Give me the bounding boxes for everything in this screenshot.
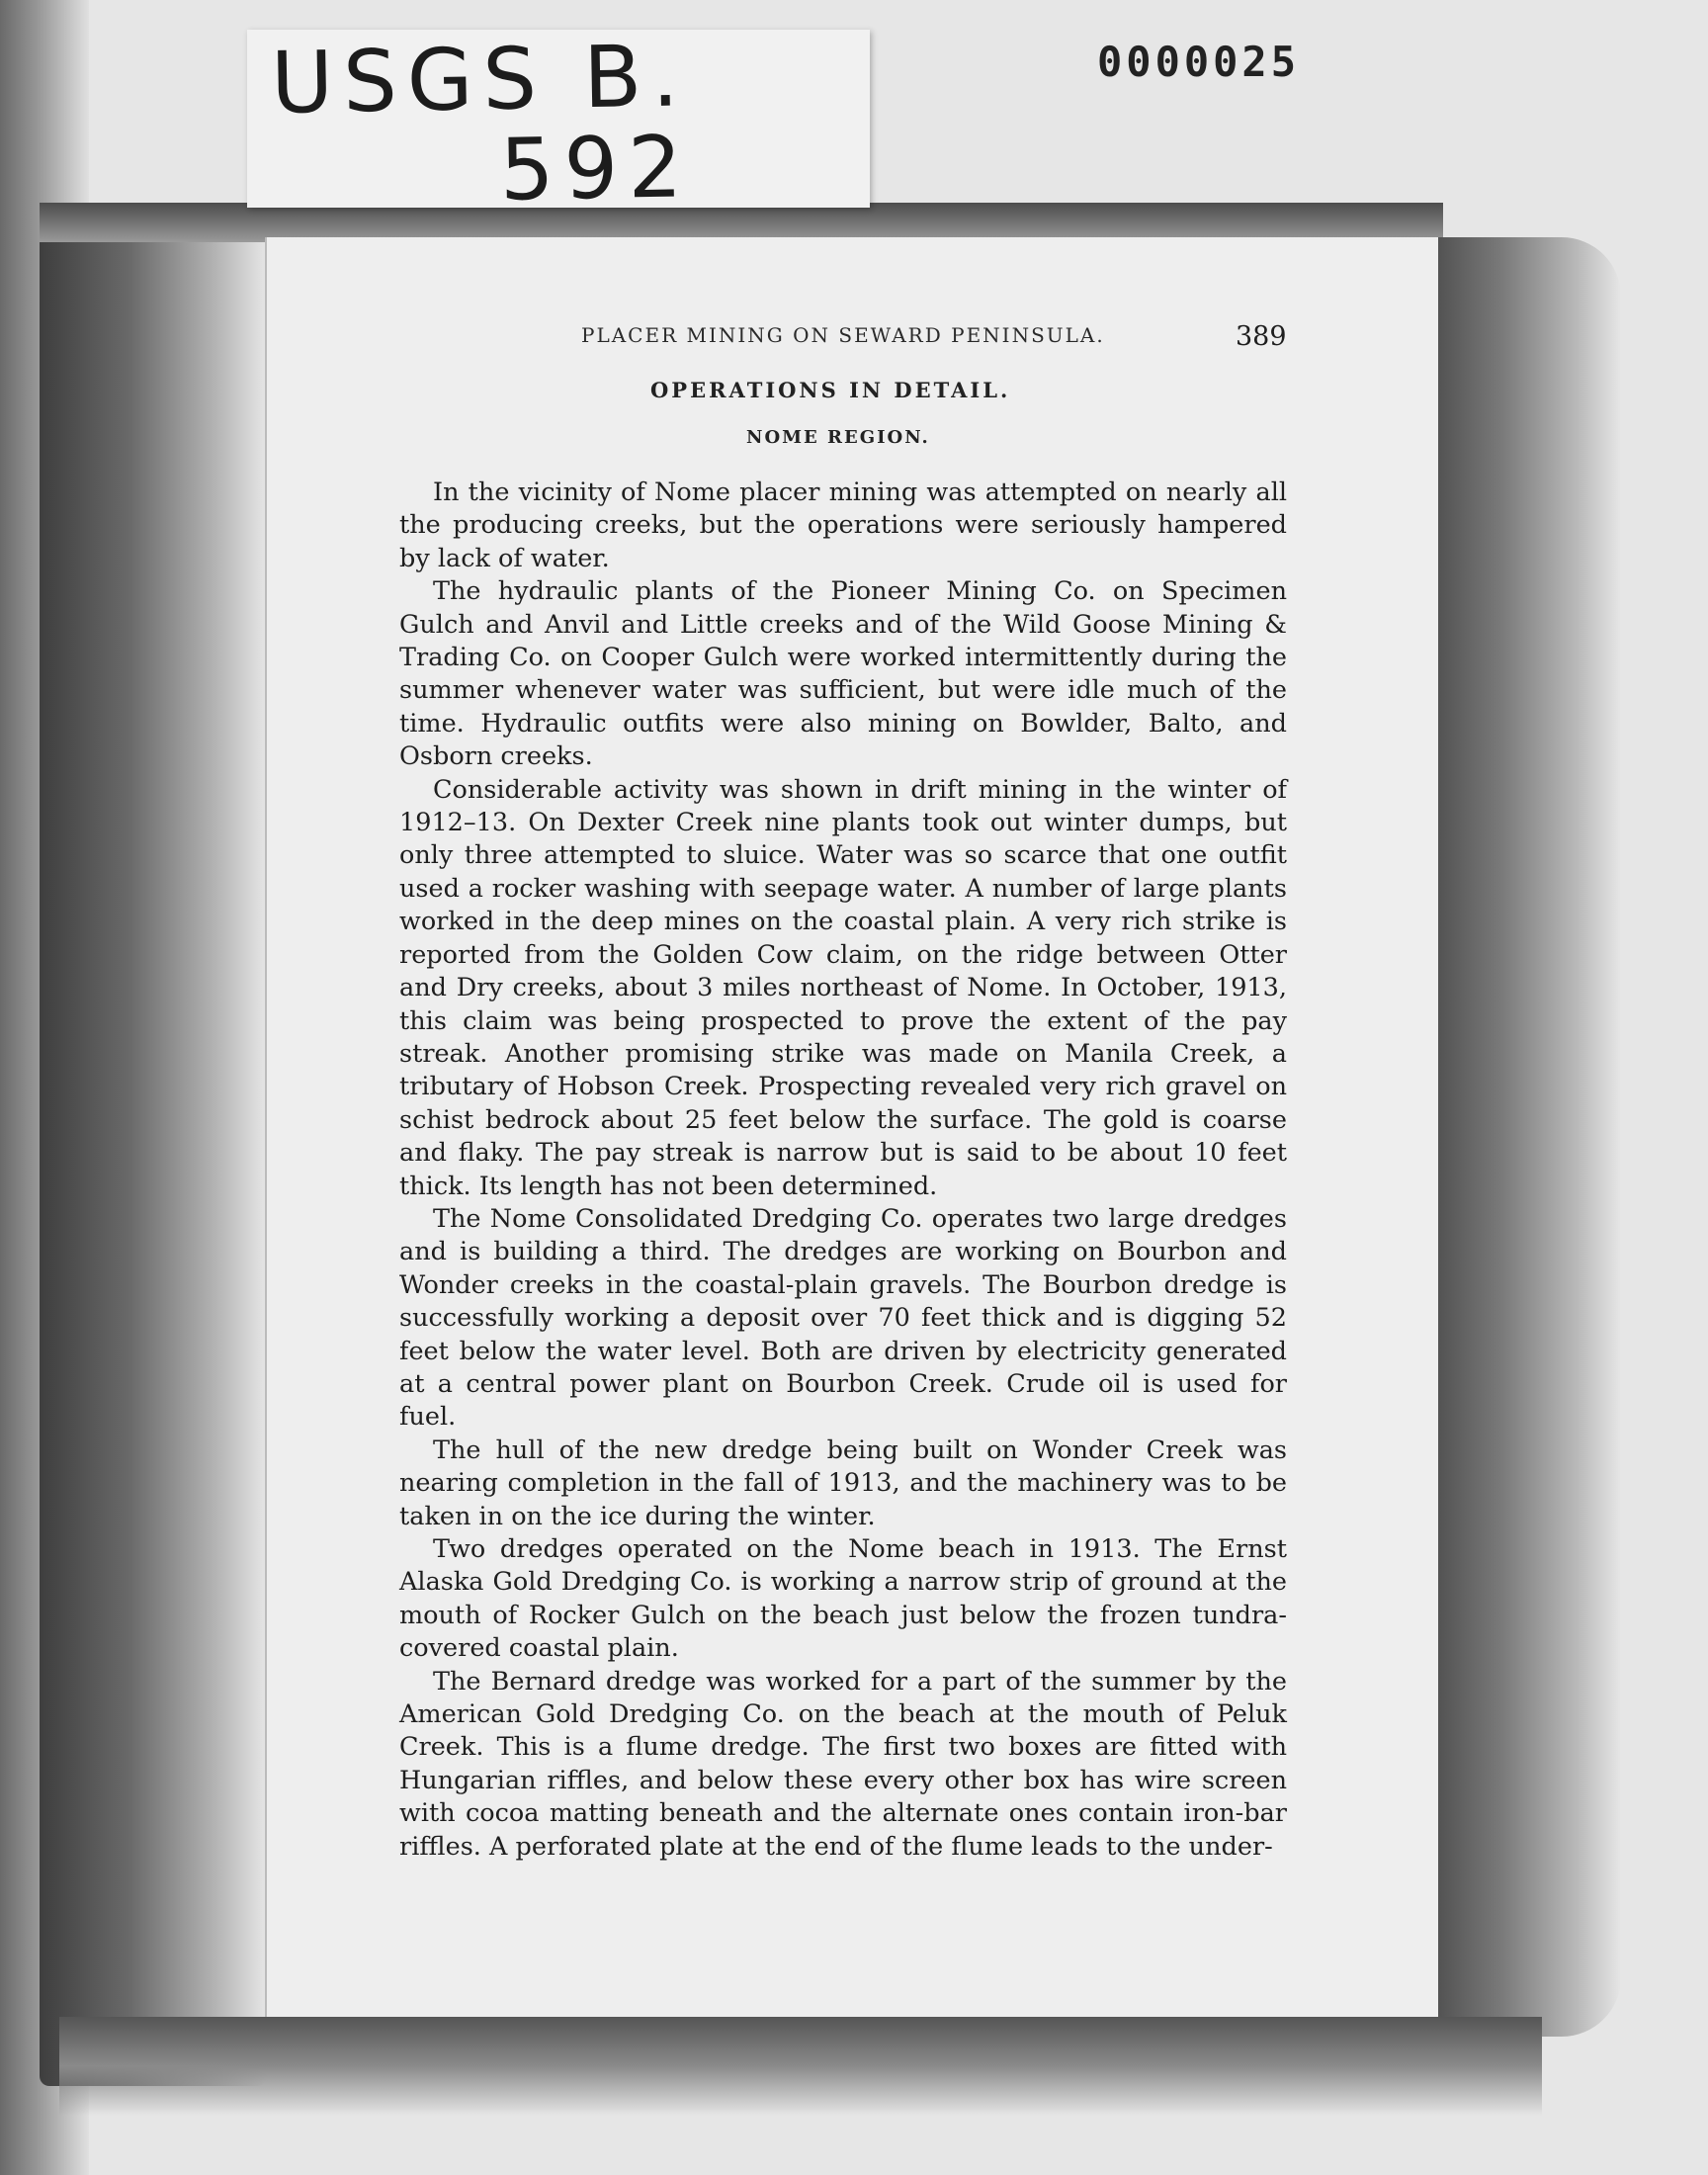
scan-shadow-bottom	[59, 2017, 1542, 2116]
scan-shadow-top	[40, 203, 1443, 242]
section-title: OPERATIONS IN DETAIL.	[650, 378, 1011, 402]
handwritten-label-line1: USGS B.	[270, 27, 690, 133]
paragraph: The hydraulic plants of the Pioneer Mining Co. on Specimen Gulch and Anvil and Little creeks and of the Wild Goose Mining & Trading Co. on Cooper Gulch were worked intermittently during the summer whenever water was sufficient, but were idle much of the time. Hydraulic outfits were also mining on Bowlder, Balto, and Osborn creeks.	[399, 576, 1287, 772]
page-number: 389	[1236, 321, 1287, 352]
stamp-number: 0000025	[1097, 38, 1301, 86]
scan-shadow-binding	[40, 227, 267, 2086]
paragraph: The Bernard dredge was worked for a part of the summer by the American Gold Dredging Co. on the beach at the mouth of Peluk Creek. This is a flume dredge. The first two boxes are fitted with Hungarian riffles, and below these every other box has wire screen with cocoa matting beneath and the alternate ones contain iron-bar riffles. A perforated plate at the end of the flume leads to the under-	[399, 1666, 1287, 1862]
handwritten-label-line2: 592	[498, 118, 693, 220]
body-text	[399, 477, 1287, 1864]
subsection-title: NOME REGION.	[746, 427, 930, 448]
paragraph: Considerable activity was shown in drift mining in the winter of 1912–13. On Dexter Creek nine plants took out winter dumps, but only three attempted to sluice. Water was so scarce that one outfit used a rocker washing with seepage water. A number of large plants worked in the deep mines on the coastal plain. A very rich strike is reported from the Golden Cow claim, on the ridge between Otter and Dry creeks, about 3 miles northeast of Nome. In October, 1913, this claim was being prospected to prove the extent of the pay streak. Another promising strike was made on Manila Creek, a tributary of Hobson Creek. Prospecting revealed very rich gravel on schist bedrock about 25 feet below the surface. The gold is coarse and flaky. The pay streak is narrow but is said to be about 10 feet thick. Its length has not been determined.	[399, 774, 1287, 1201]
paragraph: Two dredges operated on the Nome beach in 1913. The Ernst Alaska Gold Dredging Co. is working a narrow strip of ground at the mouth of Rocker Gulch on the beach just below the frozen tundra-covered coastal plain.	[399, 1534, 1287, 1664]
running-head: PLACER MINING ON SEWARD PENINSULA.	[581, 323, 1105, 347]
paragraph: The Nome Consolidated Dredging Co. operates two large dredges and is building a third. The dredges are working on Bourbon and Wonder creeks in the coastal-plain gravels. The Bourbon dredge is successfully working a deposit over 70 feet thick and is digging 52 feet below the water level. Both are driven by electricity generated at a central power plant on Bourbon Creek. Crude oil is used for fuel.	[399, 1203, 1287, 1433]
paragraph: In the vicinity of Nome placer mining was attempted on nearly all the producing creeks, but the operations were seriously hampered by lack of water.	[399, 478, 1287, 573]
paragraph: The hull of the new dredge being built on Wonder Creek was nearing completion in the fall of 1913, and the machinery was to be taken in on the ice during the winter.	[399, 1435, 1287, 1531]
handwritten-label	[270, 27, 693, 220]
scan-shadow-right	[1423, 237, 1621, 2037]
